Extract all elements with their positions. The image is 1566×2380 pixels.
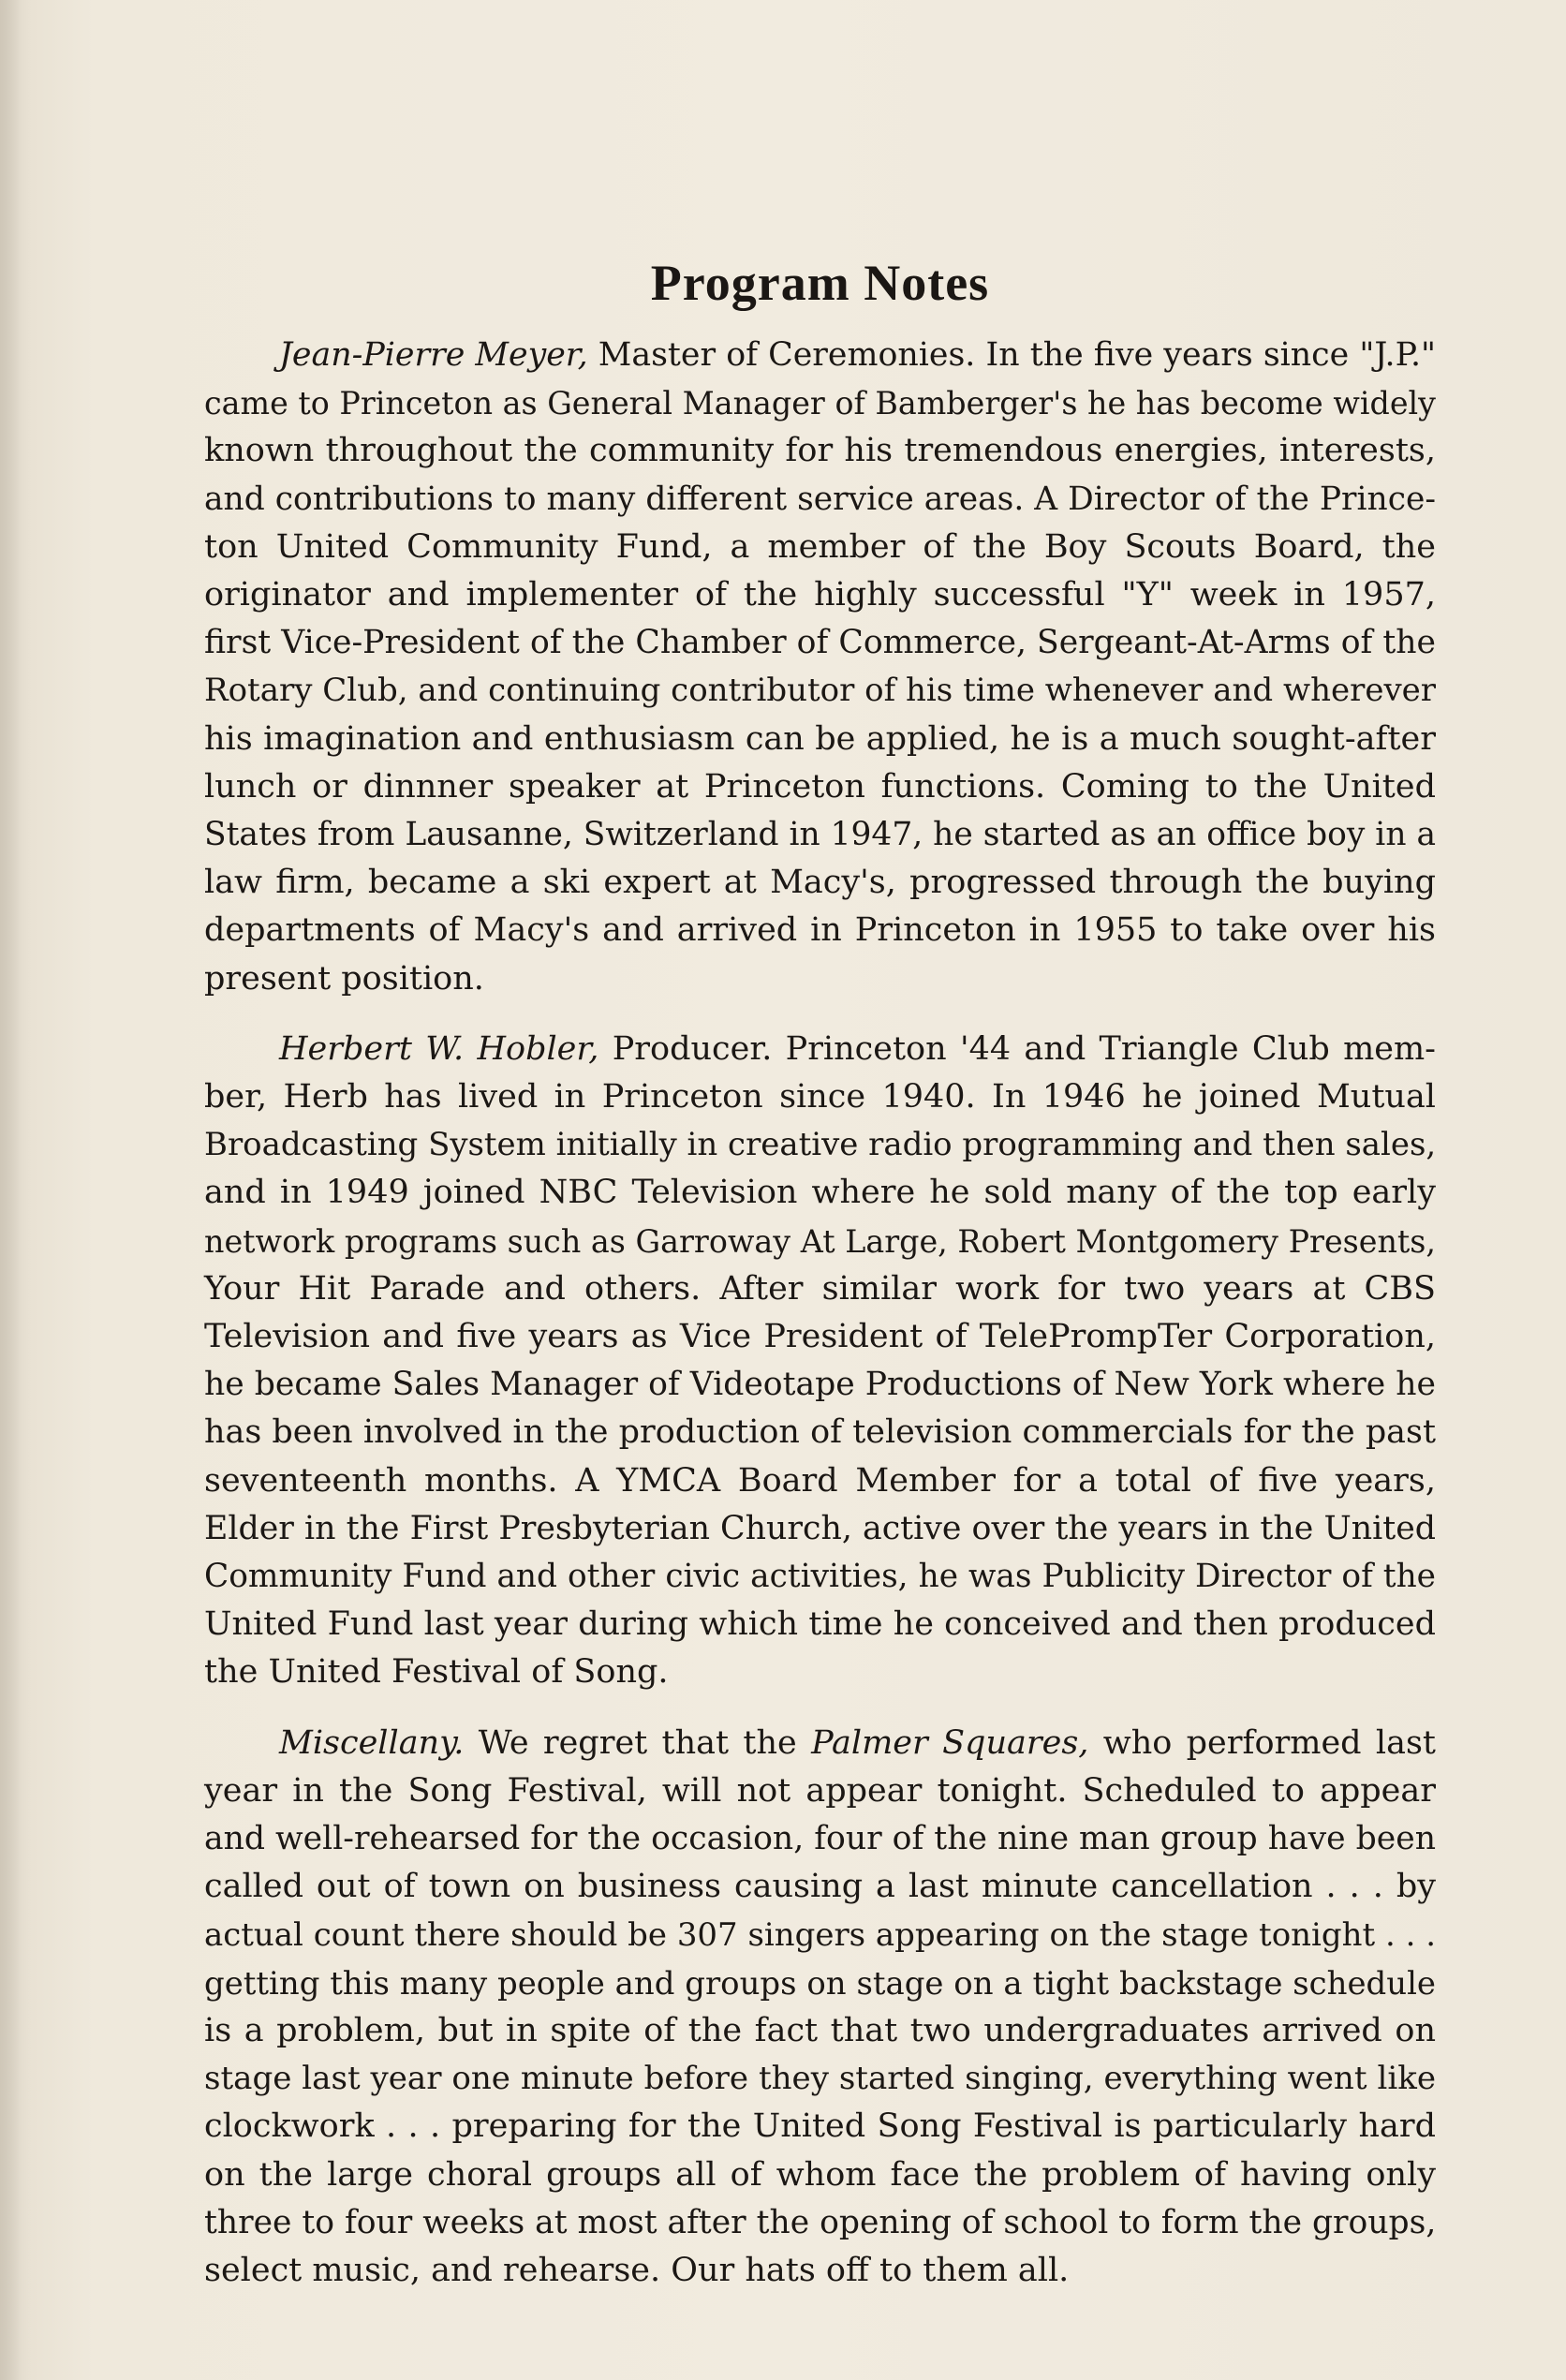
italic-group-name: Palmer Squares,: [811, 1723, 1089, 1762]
line-text: present position.: [204, 959, 484, 998]
paragraph-miscellany: [204, 1720, 1436, 2295]
line-text: actual count there should be 307 singers appearing on the stage tonight . . .: [204, 1915, 1436, 1954]
text-line: [204, 1313, 1436, 1361]
line-text: network programs such as Garroway At Large, Robert Montgomery Presents,: [204, 1222, 1436, 1260]
text-line: [204, 811, 1436, 859]
text-line: [204, 1912, 1436, 1959]
text-line: [204, 2199, 1436, 2247]
text-line: [204, 1169, 1436, 1217]
line-text: seventeenth months. A YMCA Board Member for a total of five years,: [204, 1461, 1436, 1500]
text-line: [204, 1457, 1436, 1505]
page-binding-shadow: [0, 0, 21, 2380]
text-line: [204, 1648, 1436, 1696]
line-text: and well-rehearsed for the occasion, four of the nine man group have been: [204, 1820, 1436, 1858]
text-line: [204, 1361, 1436, 1409]
text-line: [204, 2151, 1436, 2199]
line-text: We regret that the: [464, 1723, 812, 1762]
line-text: select music, and rehearse. Our hats off to them all.: [204, 2251, 1070, 2289]
line-text: his imagination and enthusiasm can be applied, he is a much sought-after: [204, 719, 1436, 758]
italic-name: Jean-Pierre Meyer,: [279, 336, 588, 374]
line-text: the United Festival of Song.: [204, 1653, 669, 1692]
line-text: clockwork . . . preparing for the United Song Festival is particularly hard: [204, 2107, 1436, 2146]
line-text: he became Sales Manager of Videotape Productions of New York where he: [204, 1366, 1436, 1404]
text-line: [204, 907, 1436, 954]
paragraph-jean-pierre-meyer: [204, 332, 1436, 1003]
italic-name: Herbert W. Hobler,: [279, 1029, 599, 1068]
text-line: [204, 1121, 1436, 1169]
text-line: [204, 2247, 1436, 2295]
text-line: [204, 1026, 1436, 1073]
line-text: United Fund last year during which time he conceived and then produced: [204, 1605, 1436, 1644]
italic-name: Miscellany.: [279, 1723, 465, 1762]
line-text: originator and implementer of the highly successful "Y" week in 1957,: [204, 576, 1436, 614]
text-line: [204, 1601, 1436, 1648]
text-line: [204, 763, 1436, 811]
text-line: [204, 571, 1436, 619]
text-line: [204, 379, 1436, 427]
line-text: Television and five years as Vice President of TelePrompTer Corporation,: [204, 1318, 1436, 1356]
line-text: Elder in the First Presbyterian Church, active over the years in the United: [204, 1509, 1436, 1547]
paragraph-herbert-hobler: [204, 1026, 1436, 1697]
text-line: [204, 1505, 1436, 1553]
text-line: [204, 1815, 1436, 1863]
line-text: Producer. Princeton '44 and Triangle Club mem-: [598, 1029, 1437, 1068]
text-line: [204, 716, 1436, 763]
text-line: [204, 1863, 1436, 1911]
line-text: has been involved in the production of television commercials for the past: [204, 1413, 1436, 1452]
line-text: Broadcasting System initially in creative radio programming and then sales,: [204, 1126, 1437, 1164]
text-line: [204, 427, 1436, 475]
text-line: [204, 2055, 1436, 2103]
line-text: Master of Ceremonies. In the five years since "J.P.": [587, 336, 1436, 374]
line-text: and in 1949 joined NBC Television where he sold many of the top early: [204, 1174, 1436, 1212]
line-text: Community Fund and other civic activities, he was Publicity Director of the: [204, 1558, 1436, 1596]
text-line: [204, 476, 1436, 524]
text-line: [204, 859, 1436, 907]
line-text: three to four weeks at most after the opening of school to form the groups,: [204, 2203, 1437, 2241]
program-notes-body: [204, 332, 1436, 2295]
page-title: Program Notes: [650, 255, 990, 311]
text-line: [204, 2007, 1436, 2055]
line-text: States from Lausanne, Switzerland in 1947, he started as an office boy in a: [204, 816, 1436, 854]
line-text: and contributions to many different service areas. A Director of the Prince-: [204, 480, 1436, 518]
text-line: [204, 1409, 1436, 1456]
line-text: first Vice-President of the Chamber of Commerce, Sergeant-At-Arms of the: [204, 624, 1436, 662]
line-text: ber, Herb has lived in Princeton since 1940. In 1946 he joined Mutual: [204, 1078, 1436, 1116]
line-text: year in the Song Festival, will not appear tonight. Scheduled to appear: [204, 1771, 1436, 1810]
line-text: lunch or dinnner speaker at Princeton functions. Coming to the United: [204, 767, 1436, 806]
line-text: ton United Community Fund, a member of the Boy Scouts Board, the: [204, 527, 1436, 566]
text-line: [204, 1553, 1436, 1601]
line-text: came to Princeton as General Manager of Bamberger's he has become widely: [204, 385, 1436, 422]
page-content: [204, 255, 1436, 2317]
line-text: on the large choral groups all of whom face the problem of having only: [204, 2155, 1436, 2194]
line-text: law firm, became a ski expert at Macy's, progressed through the buying: [204, 864, 1436, 902]
text-line: [204, 524, 1436, 571]
text-line: [204, 1767, 1436, 1815]
text-line: [204, 955, 1436, 1003]
line-text: departments of Macy's and arrived in Princeton in 1955 to take over his: [204, 911, 1436, 950]
text-line: [204, 1218, 1436, 1265]
line-text: getting this many people and groups on stage on a tight backstage schedule: [204, 1964, 1436, 2002]
text-line: [204, 2103, 1436, 2151]
line-text: known throughout the community for his tremendous energies, interests,: [204, 432, 1436, 470]
text-line: [204, 1265, 1436, 1313]
text-line: [204, 619, 1436, 667]
line-text: is a problem, but in spite of the fact that two undergraduates arrived on: [204, 2011, 1436, 2049]
text-line: [204, 1959, 1436, 2007]
line-text: stage last year one minute before they started singing, everything went like: [204, 2060, 1436, 2098]
line-text: Your Hit Parade and others. After similar work for two years at CBS: [204, 1269, 1436, 1308]
text-line: [204, 1720, 1436, 1767]
text-line: [204, 667, 1436, 715]
line-text: called out of town on business causing a last minute cancellation . . . by: [204, 1868, 1436, 1906]
text-line: [204, 1073, 1436, 1121]
text-line: [204, 332, 1436, 379]
line-text: Rotary Club, and continuing contributor of his time whenever and wherever: [204, 672, 1436, 710]
line-text-tail: who performed last: [1088, 1723, 1436, 1762]
